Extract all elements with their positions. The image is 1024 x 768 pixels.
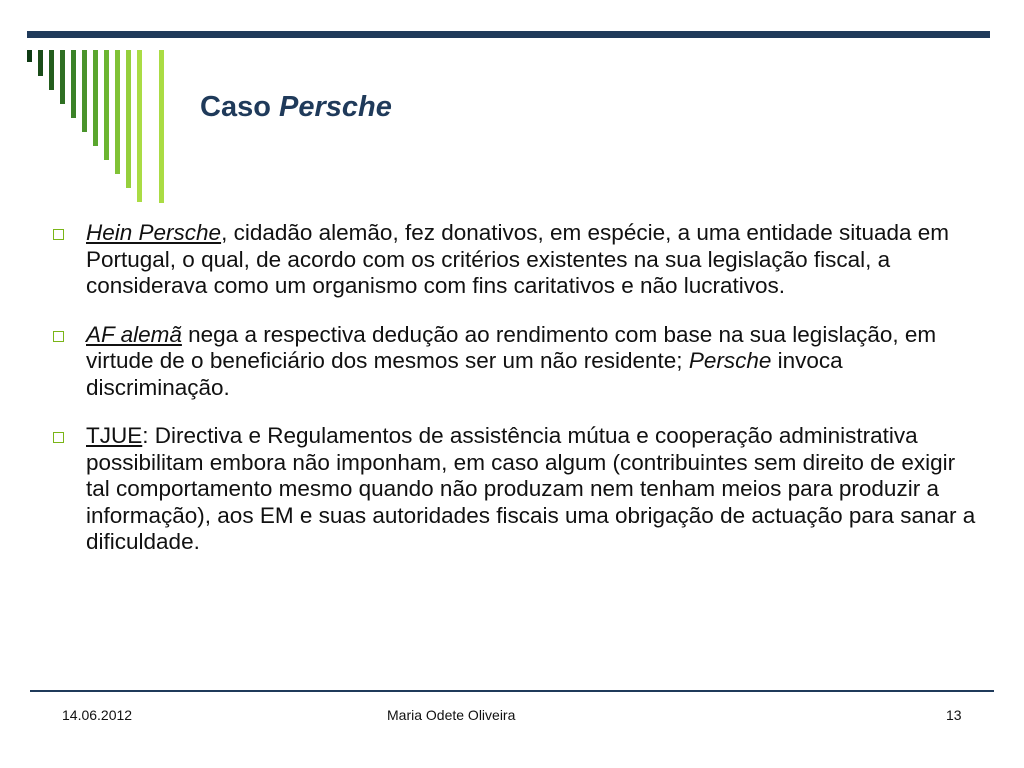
bullet-item bbox=[53, 220, 983, 300]
slide-number: 13 bbox=[946, 707, 962, 723]
footer-author: Maria Odete Oliveira bbox=[387, 707, 516, 723]
stripe bbox=[27, 50, 32, 62]
bottom-rule bbox=[30, 690, 994, 692]
square-bullet-icon bbox=[53, 331, 64, 342]
footer-date: 14.06.2012 bbox=[62, 707, 133, 723]
bullet-item bbox=[53, 423, 983, 556]
stripe bbox=[49, 50, 54, 90]
stripe bbox=[104, 50, 109, 160]
stripe bbox=[60, 50, 65, 104]
bullet-body: , cidadão alemão, fez donativos, em espécie, a uma entidade situada em Portugal, o qual, de acordo com os critérios existentes na sua legislação fiscal, a considerava como um organismo com fins caritativos e não lucrativos. bbox=[86, 220, 950, 298]
bullet-lead: Hein Persche bbox=[86, 220, 222, 245]
bullet-end: invoca discriminação. bbox=[86, 348, 843, 400]
slide-title-plain: Caso bbox=[200, 91, 279, 123]
stripe bbox=[93, 50, 98, 146]
bullet-lead: TJUE bbox=[86, 423, 143, 448]
stripe bbox=[71, 50, 76, 118]
bullet-text bbox=[86, 322, 983, 402]
slide-title-italic: Persche bbox=[278, 91, 392, 123]
bullet-text bbox=[86, 423, 983, 556]
stripe bbox=[115, 50, 120, 174]
bullet-item bbox=[53, 322, 983, 402]
stripe bbox=[82, 50, 87, 132]
decorative-stripes bbox=[0, 0, 1024, 220]
square-bullet-icon bbox=[53, 432, 64, 443]
stripe bbox=[137, 50, 142, 202]
bullet-list bbox=[53, 220, 983, 578]
bullet-text bbox=[86, 220, 983, 300]
bullet-body: nega a respectiva dedução ao rendimento com base na sua legislação, em virtude de o beneficiário dos mesmos ser um não residente; bbox=[86, 321, 937, 373]
slide-title bbox=[200, 91, 392, 124]
bullet-body: : Directiva e Regulamentos de assistência mútua e cooperação administrativa possibilitam embora não imponham, em caso algum (contribuintes sem direito de exigir tal comportamento mesmo quando não produzam nem tenham meios para produzir a informação), aos EM e suas autoridades fiscais uma obrigação de actuação para sanar a dificuldade. bbox=[86, 423, 976, 554]
bullet-italic: Persche bbox=[688, 348, 772, 373]
stripe bbox=[159, 50, 164, 203]
stripe bbox=[126, 50, 131, 188]
stripe bbox=[38, 50, 43, 76]
bullet-lead: AF alemã bbox=[86, 321, 182, 347]
square-bullet-icon bbox=[53, 229, 64, 240]
